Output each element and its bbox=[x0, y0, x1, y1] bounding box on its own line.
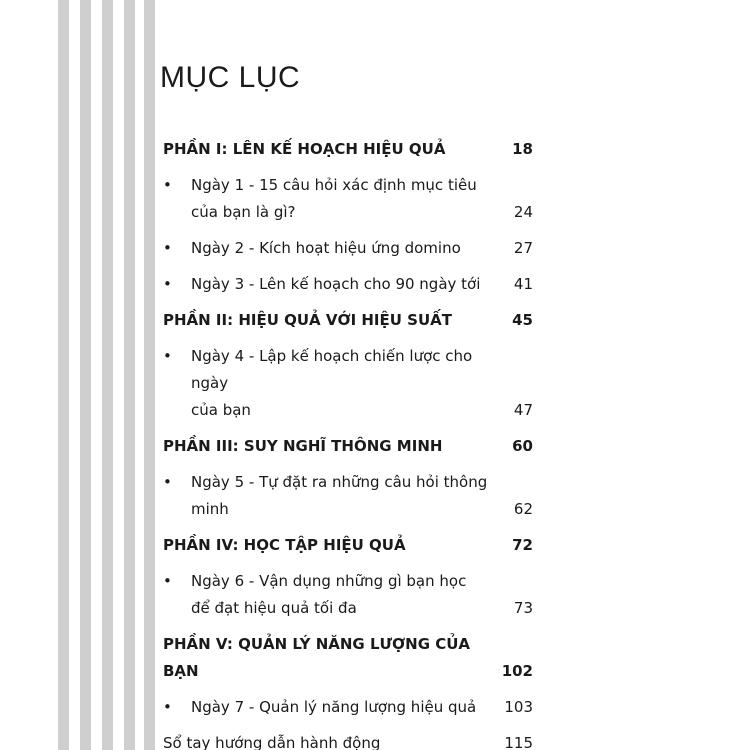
toc-part-heading[interactable] bbox=[163, 433, 533, 460]
toc-item-line: Ngày 7 - Quản lý năng lượng hiệu quả bbox=[191, 698, 477, 716]
toc-item[interactable] bbox=[163, 343, 533, 424]
bullet-icon: • bbox=[163, 275, 172, 293]
stripe bbox=[80, 0, 91, 750]
page-number: 18 bbox=[512, 140, 533, 158]
page-number: 62 bbox=[513, 500, 533, 518]
toc-item-text bbox=[163, 568, 506, 622]
stripe bbox=[144, 0, 155, 750]
toc-item[interactable] bbox=[163, 568, 533, 622]
toc-item-line: của bạn là gì? bbox=[191, 203, 296, 221]
bullet-icon: • bbox=[163, 473, 172, 491]
toc-item-line: Ngày 1 - 15 câu hỏi xác định mục tiêu bbox=[191, 176, 477, 194]
toc-item-text bbox=[163, 172, 506, 226]
toc-item[interactable] bbox=[163, 694, 533, 721]
toc-item-line: của bạn bbox=[191, 401, 251, 419]
toc-item[interactable] bbox=[163, 469, 533, 523]
page-number: 24 bbox=[513, 203, 533, 221]
toc-part-heading[interactable] bbox=[163, 631, 533, 685]
page-number: 73 bbox=[513, 599, 533, 617]
page-number: 45 bbox=[512, 311, 533, 329]
page-number: 47 bbox=[513, 401, 533, 419]
toc-item-line: Ngày 6 - Vận dụng những gì bạn học bbox=[191, 572, 467, 590]
page-number: 41 bbox=[513, 275, 533, 293]
stripe bbox=[124, 0, 135, 750]
entry-title: Sổ tay hướng dẫn hành động bbox=[163, 734, 381, 750]
toc-item[interactable] bbox=[163, 271, 533, 298]
toc-item-line: Ngày 2 - Kích hoạt hiệu ứng domino bbox=[191, 239, 461, 257]
page-number: 115 bbox=[504, 734, 533, 750]
decorative-stripes bbox=[0, 0, 150, 750]
toc-item[interactable] bbox=[163, 172, 533, 226]
toc-item-line: Ngày 3 - Lên kế hoạch cho 90 ngày tới bbox=[191, 275, 481, 293]
toc-item-text bbox=[163, 469, 506, 523]
page-number: 27 bbox=[513, 239, 533, 257]
page-number: 102 bbox=[501, 662, 533, 680]
toc-part-heading[interactable] bbox=[163, 532, 533, 559]
toc-part-heading[interactable] bbox=[163, 307, 533, 334]
part-title: PHẦN I: LÊN KẾ HOẠCH HIỆU QUẢ bbox=[163, 140, 446, 158]
stripe bbox=[58, 0, 69, 750]
bullet-icon: • bbox=[163, 347, 172, 365]
toc-item-line: Ngày 5 - Tự đặt ra những câu hỏi thông minh bbox=[191, 473, 488, 518]
part-title: PHẦN II: HIỆU QUẢ VỚI HIỆU SUẤT bbox=[163, 311, 452, 329]
bullet-icon: • bbox=[163, 572, 172, 590]
toc-part-heading[interactable] bbox=[163, 136, 533, 163]
toc-item-line: để đạt hiệu quả tối đa bbox=[191, 599, 357, 617]
page-number: 60 bbox=[512, 437, 533, 455]
page-number: 72 bbox=[512, 536, 533, 554]
bullet-icon: • bbox=[163, 176, 172, 194]
part-title: PHẦN IV: HỌC TẬP HIỆU QUẢ bbox=[163, 536, 406, 554]
toc-item-text bbox=[163, 271, 506, 298]
toc-item-text bbox=[163, 343, 506, 424]
toc-entry[interactable] bbox=[163, 730, 533, 750]
toc-item-text bbox=[163, 235, 506, 262]
toc-list bbox=[163, 136, 533, 750]
page-title: MỤC LỤC bbox=[160, 61, 301, 94]
bullet-icon: • bbox=[163, 698, 172, 716]
bullet-icon: • bbox=[163, 239, 172, 257]
toc-item-line: Ngày 4 - Lập kế hoạch chiến lược cho ngày bbox=[191, 347, 473, 392]
page-number: 103 bbox=[504, 698, 533, 716]
stripe bbox=[102, 0, 113, 750]
toc-item-text bbox=[163, 694, 496, 721]
part-title: PHẦN V: QUẢN LÝ NĂNG LƯỢNG CỦA BẠN bbox=[163, 635, 471, 680]
part-title: PHẦN III: SUY NGHĨ THÔNG MINH bbox=[163, 437, 443, 455]
toc-item[interactable] bbox=[163, 235, 533, 262]
